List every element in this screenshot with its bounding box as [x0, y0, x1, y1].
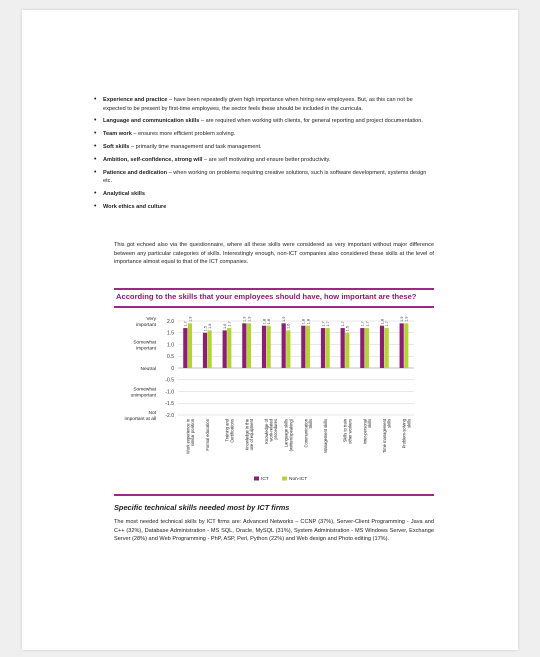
- bar-value-label: 1.5: [345, 325, 350, 332]
- x-category-label: Training andCertifications: [224, 419, 235, 443]
- bar-value-label: 1.8: [262, 318, 267, 325]
- x-category-label: Work experience insimilar position: [185, 419, 195, 454]
- bar-value-label: 1.6: [223, 323, 228, 329]
- x-category-label: Inter-personalskills: [362, 419, 372, 445]
- bar-ict: [301, 326, 305, 368]
- x-category-label: Problem-solvingskills: [401, 419, 412, 449]
- bar-value-label: 1.9: [188, 316, 193, 322]
- skill-bullet-title: Soft skills: [103, 143, 130, 150]
- skill-bullet-item: [92, 143, 432, 152]
- paragraph-technical-skills: The most needed technical skills by ICT firms are: Advanced Networks – CCNP (37%), Server-Client Programming - Java and C++ (32%), Database Administration - MS SQL, Oracle, MySQL (31%), System Administration - MS Windows Server, Exchange Server (28%) and Web Programming - PhP, ASP, Perl, Python (22%) and Web design and Photo editing (17%).: [114, 519, 434, 543]
- bar-value-label: 1.7: [321, 321, 326, 327]
- bar-ict: [223, 330, 227, 368]
- bar-value-label: 1.9: [404, 316, 409, 322]
- skill-bullet-text: – have been repeatedly given high importance when hiring new employees. But, as this can not be expected to be present by first-time employees, the sector feels these should be included in the curricula.: [103, 97, 413, 112]
- y-tick-label: 0: [171, 365, 174, 372]
- skill-bullet-title: Ambition, self-confidence, strong will: [103, 156, 203, 163]
- legend-label: ICT: [261, 477, 269, 482]
- skill-bullet-title: Analytical skills: [103, 190, 145, 197]
- skills-importance-bar-chart: [114, 310, 434, 496]
- skill-bullet-text: – are self motivating and ensure better productivity.: [202, 156, 331, 163]
- bar-non-ict: [404, 323, 408, 368]
- chart-top-rule: [114, 288, 434, 290]
- bar-value-label: 1.8: [306, 318, 311, 325]
- y-category-label: Neutral: [140, 366, 156, 372]
- x-category-label: Formal education: [205, 419, 210, 451]
- skill-bullet-title: Work ethics and culture: [103, 203, 167, 210]
- x-category-label: Language skills(written/speaking): [283, 419, 294, 452]
- legend-label: Non-ICT: [289, 477, 308, 482]
- skills-bullet-list: [92, 96, 432, 215]
- chart-bottom-rule: [114, 494, 434, 496]
- skill-bullet-title: Language and communication skills: [103, 118, 200, 125]
- bar-value-label: 1.9: [242, 316, 247, 322]
- skill-bullet-item: [92, 96, 432, 113]
- skill-bullet-title: Experience and practice: [103, 97, 168, 103]
- x-category-label: CommunicationSkills: [303, 419, 313, 448]
- x-category-label: Management skills: [323, 419, 328, 453]
- y-tick-label: -0.5: [165, 377, 174, 384]
- paragraph-questionnaire: This got echoed also via the questionnaire, where all these skills were considered as very important without major difference between any particular categories of skills. Interestingly enough, non-ICT companies also considered these skills at the level of importance almost equal to that of the ICT companies.: [114, 242, 434, 266]
- y-category-label: Somewhat important: [133, 340, 156, 352]
- x-category-label: Knowledge ofwork-relatedprocedures: [264, 419, 279, 444]
- y-tick-label: 0.5: [167, 354, 174, 361]
- x-category-label: Knowledge in theuse of equipment: [244, 419, 254, 451]
- y-tick-label: 1.5: [167, 330, 174, 337]
- y-category-label: Somewhat unimportant: [130, 387, 156, 399]
- bar-ict: [321, 328, 325, 368]
- skill-bullet-text: – are required when working with clients, for general reporting and project documentation.: [199, 118, 423, 125]
- bar-ict: [262, 326, 266, 368]
- bar-ict: [203, 333, 207, 368]
- bar-ict: [242, 323, 246, 368]
- bar-value-label: 1.5: [203, 325, 208, 332]
- skill-bullet-item: [92, 169, 432, 186]
- bar-value-label: 1.8: [267, 318, 271, 325]
- bar-non-ict: [286, 330, 290, 368]
- y-tick-label: 2.0: [167, 318, 174, 325]
- skill-bullet-item: [92, 117, 432, 126]
- skill-bullet-item: [92, 130, 432, 139]
- bar-value-label: 1.7: [227, 321, 232, 327]
- skill-bullet-title: Team work: [103, 131, 132, 138]
- bar-value-label: 1.9: [400, 316, 405, 322]
- bar-value-label: 1.8: [301, 318, 306, 325]
- bar-non-ict: [385, 328, 389, 368]
- bar-value-label: 1.8: [380, 318, 385, 325]
- legend-swatch-ict: [254, 477, 259, 481]
- bar-ict: [400, 323, 404, 368]
- legend-swatch-non-ict: [282, 477, 287, 481]
- bar-non-ict: [345, 333, 349, 368]
- skill-bullet-item: [92, 203, 432, 212]
- x-category-label: Skills to trainother workers: [342, 419, 353, 444]
- bar-ict: [380, 326, 384, 368]
- bar-value-label: 1.7: [365, 321, 370, 327]
- chart-heading-rule: [114, 306, 434, 308]
- y-tick-label: -1.0: [165, 389, 174, 396]
- bar-non-ict: [208, 330, 212, 368]
- skill-bullet-text: – when working on problems requiring creative solutions, such is software development, systems design etc.: [103, 169, 427, 185]
- bar-value-label: 1.7: [326, 321, 330, 327]
- bar-ict: [360, 328, 364, 368]
- bar-value-label: 1.7: [183, 321, 188, 327]
- y-tick-label: -2.0: [165, 412, 174, 419]
- skill-bullet-text: – ensures more efficient problem solving.: [131, 131, 236, 138]
- skill-bullet-item: [92, 190, 432, 199]
- chart-heading: According to the skills that your employees should have, how important are these?: [116, 292, 417, 301]
- y-tick-label: -1.5: [165, 401, 174, 408]
- skill-bullet-title: Patience and dedication: [103, 169, 168, 176]
- bar-ict: [341, 328, 345, 368]
- bar-non-ict: [306, 326, 310, 368]
- bar-value-label: 1.7: [360, 321, 365, 327]
- bar-ict: [282, 323, 286, 368]
- skill-bullet-text: – primarily time management and task management.: [129, 143, 262, 150]
- bar-non-ict: [227, 328, 231, 368]
- bar-non-ict: [267, 326, 271, 368]
- bar-non-ict: [247, 323, 251, 368]
- bar-non-ict: [326, 328, 330, 368]
- y-tick-label: 1.0: [167, 342, 174, 349]
- bar-value-label: 1.6: [208, 323, 212, 329]
- bar-value-label: 1.9: [247, 316, 252, 322]
- bar-non-ict: [188, 323, 192, 368]
- bar-non-ict: [365, 328, 369, 368]
- skill-bullet-item: [92, 156, 432, 165]
- bar-value-label: 1.9: [282, 316, 287, 322]
- bar-value-label: 1.7: [385, 321, 389, 327]
- y-category-label: Not important at all: [124, 410, 156, 422]
- bar-value-label: 1.7: [341, 321, 346, 327]
- y-category-label: Very important: [136, 316, 156, 328]
- x-category-label: Time managementskills: [382, 419, 392, 453]
- bar-value-label: 1.6: [286, 323, 291, 329]
- section-heading: Specific technical skills needed most by ICT firms: [114, 503, 290, 512]
- bar-ict: [183, 328, 187, 368]
